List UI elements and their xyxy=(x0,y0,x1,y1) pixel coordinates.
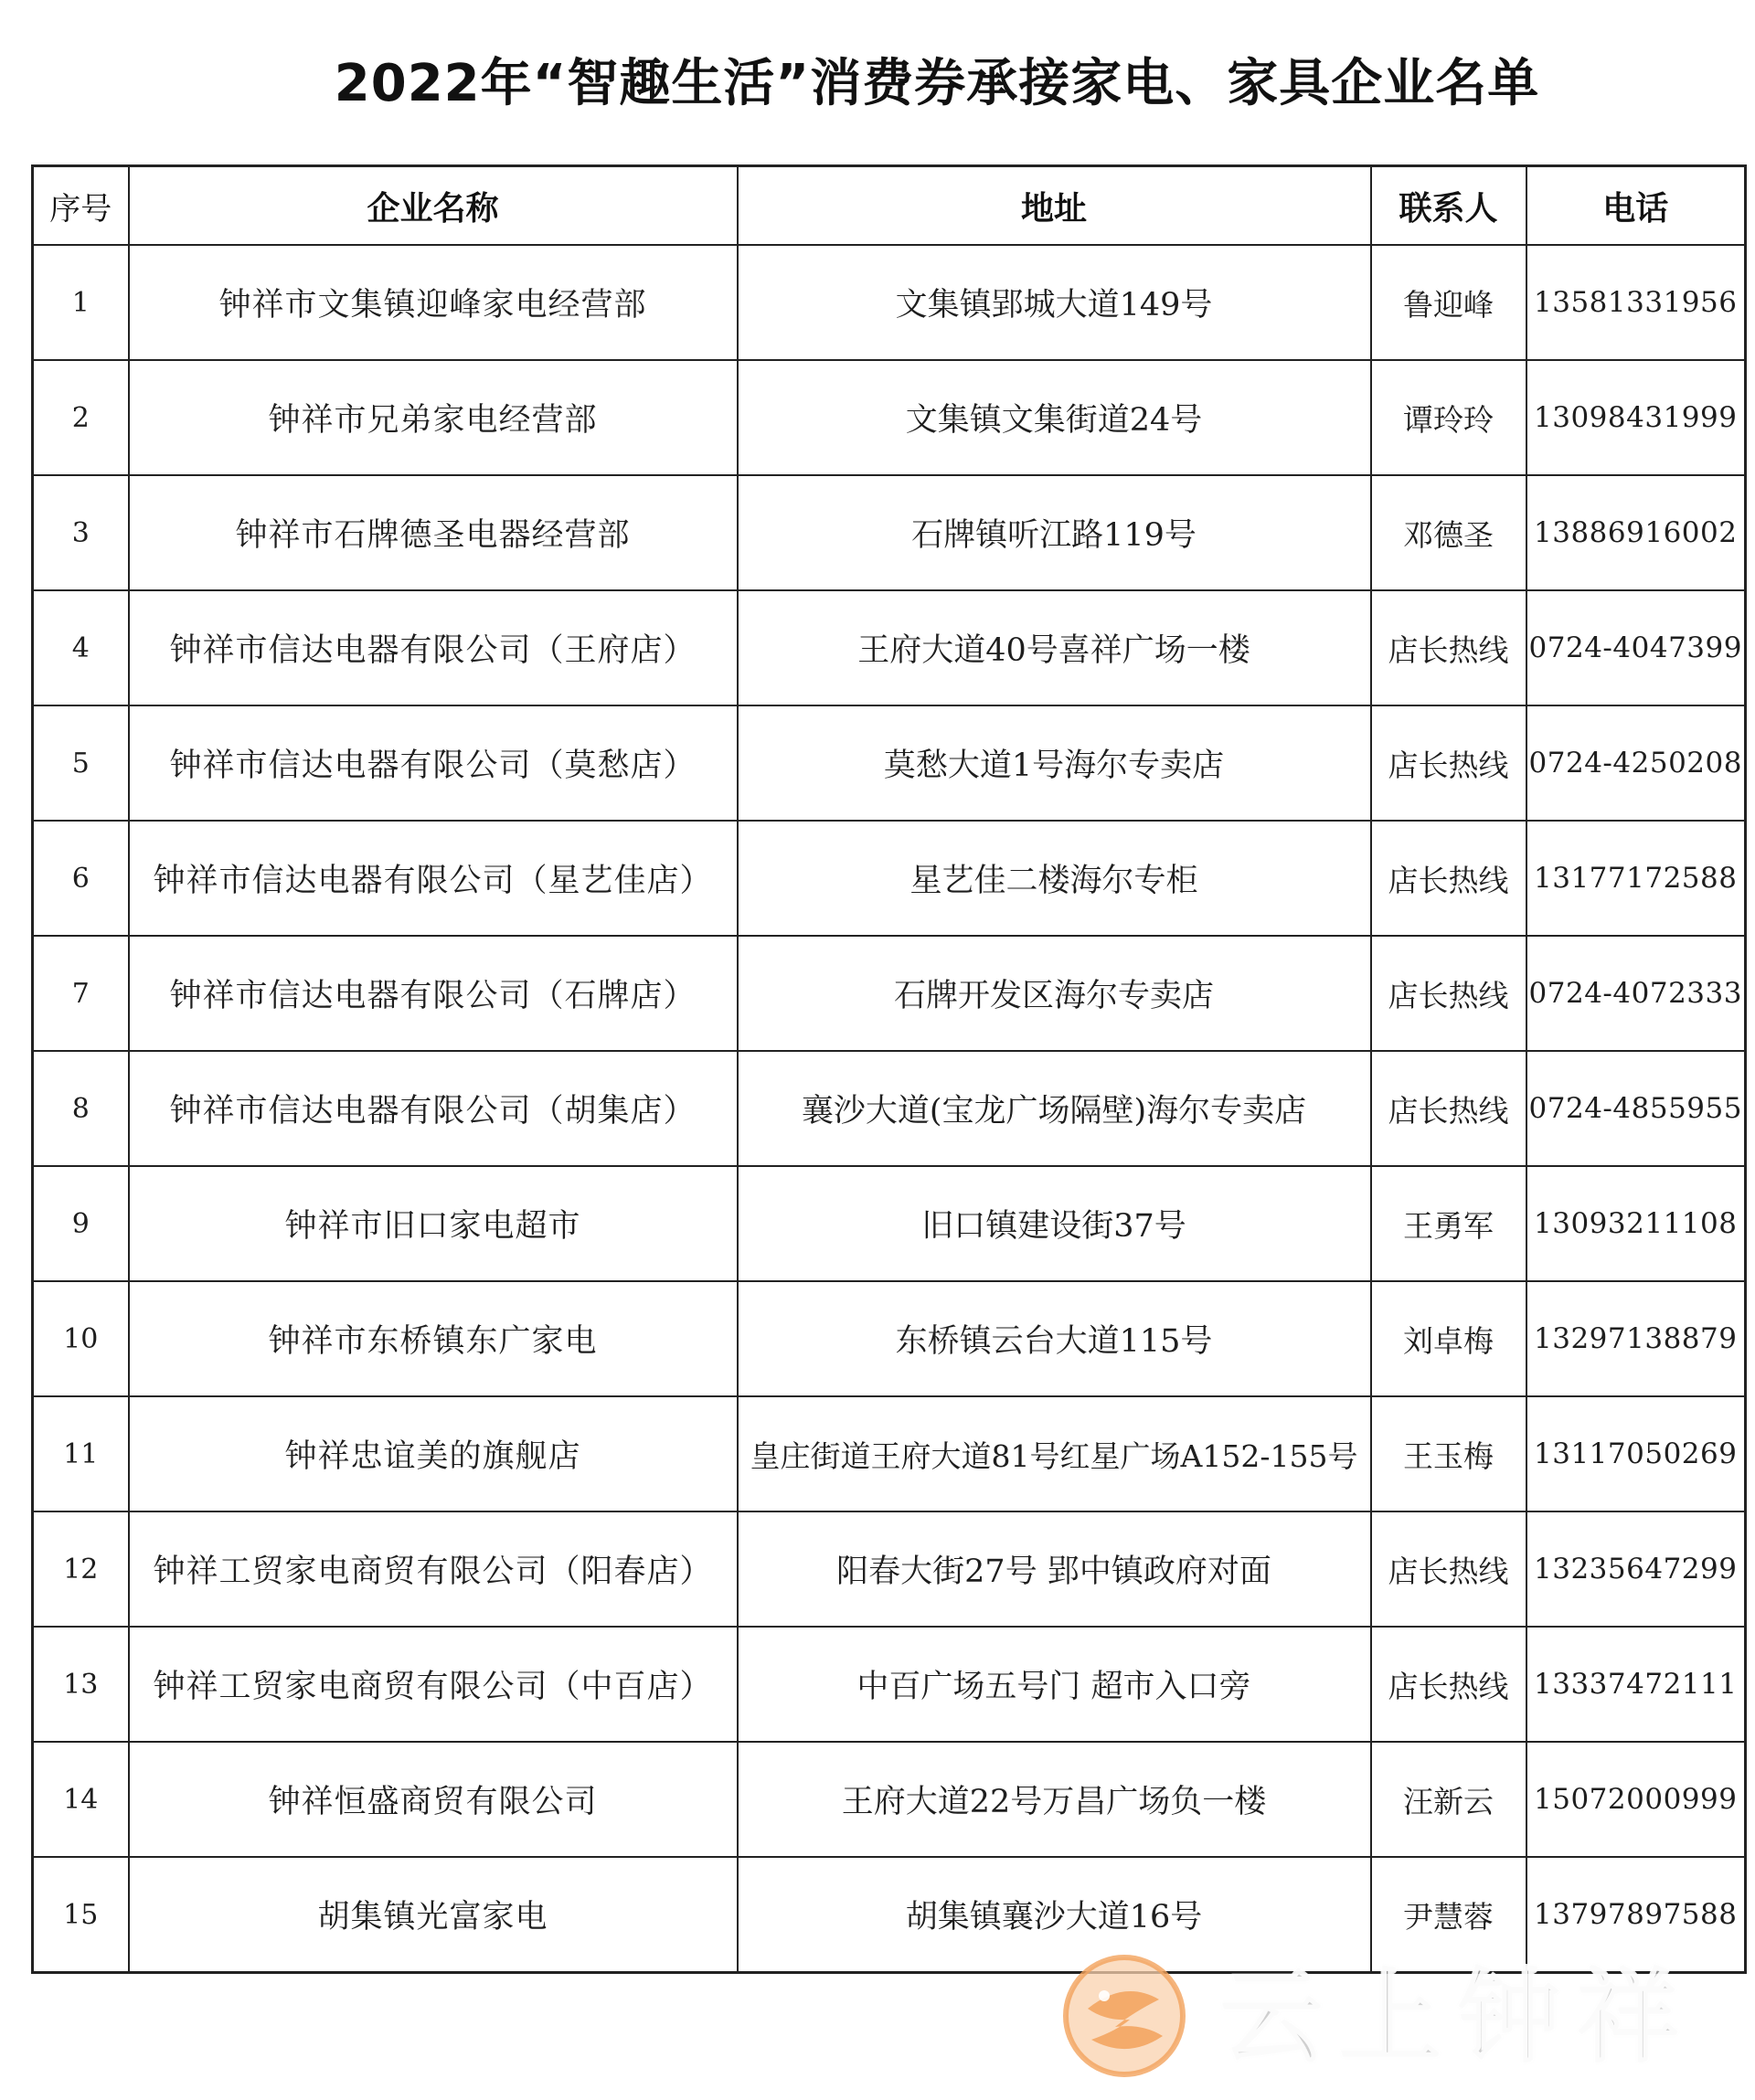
cell-index: 15 xyxy=(33,1857,129,1973)
cell-phone: 13581331956 xyxy=(1526,245,1746,360)
cell-address: 胡集镇襄沙大道16号 xyxy=(738,1857,1371,1973)
cell-index: 4 xyxy=(33,590,129,705)
cell-index: 8 xyxy=(33,1051,129,1166)
table-row xyxy=(33,475,1746,590)
table-row xyxy=(33,821,1746,936)
cell-enterprise-name: 钟祥忠谊美的旗舰店 xyxy=(129,1396,738,1511)
cell-address: 文集镇文集街道24号 xyxy=(738,360,1371,475)
cell-address: 东桥镇云台大道115号 xyxy=(738,1281,1371,1396)
cell-index: 11 xyxy=(33,1396,129,1511)
table-header-row xyxy=(33,166,1746,246)
header-name: 企业名称 xyxy=(129,166,738,246)
cell-contact: 店长热线 xyxy=(1371,821,1526,936)
cell-contact: 店长热线 xyxy=(1371,590,1526,705)
cell-enterprise-name: 钟祥工贸家电商贸有限公司（中百店） xyxy=(129,1627,738,1742)
cell-phone: 13235647299 xyxy=(1526,1511,1746,1627)
cell-enterprise-name: 钟祥市兄弟家电经营部 xyxy=(129,360,738,475)
cell-contact: 店长热线 xyxy=(1371,936,1526,1051)
cell-contact: 刘卓梅 xyxy=(1371,1281,1526,1396)
cell-address: 王府大道22号万昌广场负一楼 xyxy=(738,1742,1371,1857)
cell-contact: 尹慧蓉 xyxy=(1371,1857,1526,1973)
cell-enterprise-name: 钟祥工贸家电商贸有限公司（阳春店） xyxy=(129,1511,738,1627)
cell-address: 星艺佳二楼海尔专柜 xyxy=(738,821,1371,936)
cell-address: 莫愁大道1号海尔专卖店 xyxy=(738,705,1371,821)
cell-address: 阳春大街27号 郢中镇政府对面 xyxy=(738,1511,1371,1627)
cell-phone: 13117050269 xyxy=(1526,1396,1746,1511)
cell-address: 王府大道40号喜祥广场一楼 xyxy=(738,590,1371,705)
table-row xyxy=(33,360,1746,475)
cell-contact: 店长热线 xyxy=(1371,1627,1526,1742)
cell-contact: 店长热线 xyxy=(1371,705,1526,821)
table-row xyxy=(33,1166,1746,1281)
header-address: 地址 xyxy=(738,166,1371,246)
header-phone: 电话 xyxy=(1526,166,1746,246)
cell-enterprise-name: 钟祥市信达电器有限公司（莫愁店） xyxy=(129,705,738,821)
cell-enterprise-name: 钟祥市石牌德圣电器经营部 xyxy=(129,475,738,590)
cell-enterprise-name: 钟祥市信达电器有限公司（星艺佳店） xyxy=(129,821,738,936)
table-row xyxy=(33,936,1746,1051)
cell-phone: 15072000999 xyxy=(1526,1742,1746,1857)
table-row xyxy=(33,245,1746,360)
cell-enterprise-name: 胡集镇光富家电 xyxy=(129,1857,738,1973)
cell-contact: 王勇军 xyxy=(1371,1166,1526,1281)
cell-index: 14 xyxy=(33,1742,129,1857)
cell-phone: 13177172588 xyxy=(1526,821,1746,936)
cell-index: 1 xyxy=(33,245,129,360)
cell-index: 3 xyxy=(33,475,129,590)
cell-contact: 店长热线 xyxy=(1371,1511,1526,1627)
cell-phone: 13886916002 xyxy=(1526,475,1746,590)
header-contact: 联系人 xyxy=(1371,166,1526,246)
cell-address: 石牌镇听江路119号 xyxy=(738,475,1371,590)
cell-phone: 13297138879 xyxy=(1526,1281,1746,1396)
table-body xyxy=(33,245,1746,1973)
table-row xyxy=(33,1511,1746,1627)
cell-address: 中百广场五号门 超市入口旁 xyxy=(738,1627,1371,1742)
yunshang-zhongxiang-logo-icon xyxy=(1060,1952,1188,2080)
cell-phone: 13098431999 xyxy=(1526,360,1746,475)
cell-contact: 谭玲玲 xyxy=(1371,360,1526,475)
cell-phone: 0724-4047399 xyxy=(1526,590,1746,705)
cell-enterprise-name: 钟祥市旧口家电超市 xyxy=(129,1166,738,1281)
cell-enterprise-name: 钟祥市文集镇迎峰家电经营部 xyxy=(129,245,738,360)
cell-index: 9 xyxy=(33,1166,129,1281)
cell-index: 2 xyxy=(33,360,129,475)
cell-index: 12 xyxy=(33,1511,129,1627)
cell-address: 石牌开发区海尔专卖店 xyxy=(738,936,1371,1051)
table-row xyxy=(33,705,1746,821)
cell-contact: 汪新云 xyxy=(1371,1742,1526,1857)
enterprise-table xyxy=(31,164,1747,1974)
cell-enterprise-name: 钟祥市信达电器有限公司（胡集店） xyxy=(129,1051,738,1166)
cell-address: 文集镇郢城大道149号 xyxy=(738,245,1371,360)
cell-index: 5 xyxy=(33,705,129,821)
table-row xyxy=(33,1627,1746,1742)
table-row xyxy=(33,1742,1746,1857)
cell-phone: 0724-4250208 xyxy=(1526,705,1746,821)
table-row xyxy=(33,1281,1746,1396)
cell-enterprise-name: 钟祥恒盛商贸有限公司 xyxy=(129,1742,738,1857)
cell-contact: 店长热线 xyxy=(1371,1051,1526,1166)
cell-contact: 王玉梅 xyxy=(1371,1396,1526,1511)
cell-address: 襄沙大道(宝龙广场隔壁)海尔专卖店 xyxy=(738,1051,1371,1166)
cell-phone: 13797897588 xyxy=(1526,1857,1746,1973)
watermark xyxy=(1060,1946,1755,2084)
cell-index: 6 xyxy=(33,821,129,936)
cell-phone: 13093211108 xyxy=(1526,1166,1746,1281)
cell-contact: 鲁迎峰 xyxy=(1371,245,1526,360)
cell-index: 7 xyxy=(33,936,129,1051)
table-row xyxy=(33,590,1746,705)
cell-phone: 0724-4072333 xyxy=(1526,936,1746,1051)
header-index: 序号 xyxy=(33,166,129,246)
cell-address: 皇庄街道王府大道81号红星广场A152-155号 xyxy=(738,1396,1371,1511)
table-row xyxy=(33,1396,1746,1511)
table-row xyxy=(33,1051,1746,1166)
watermark-text: 云上钟祥 xyxy=(1220,1958,1696,2077)
cell-address: 旧口镇建设街37号 xyxy=(738,1166,1371,1281)
cell-index: 10 xyxy=(33,1281,129,1396)
cell-enterprise-name: 钟祥市信达电器有限公司（王府店） xyxy=(129,590,738,705)
cell-index: 13 xyxy=(33,1627,129,1742)
page-title: 2022年“智趣生活”消费券承接家电、家具企业名单 xyxy=(334,54,1540,113)
cell-enterprise-name: 钟祥市信达电器有限公司（石牌店） xyxy=(129,936,738,1051)
cell-phone: 0724-4855955 xyxy=(1526,1051,1746,1166)
cell-phone: 13337472111 xyxy=(1526,1627,1746,1742)
cell-enterprise-name: 钟祥市东桥镇东广家电 xyxy=(129,1281,738,1396)
cell-contact: 邓德圣 xyxy=(1371,475,1526,590)
